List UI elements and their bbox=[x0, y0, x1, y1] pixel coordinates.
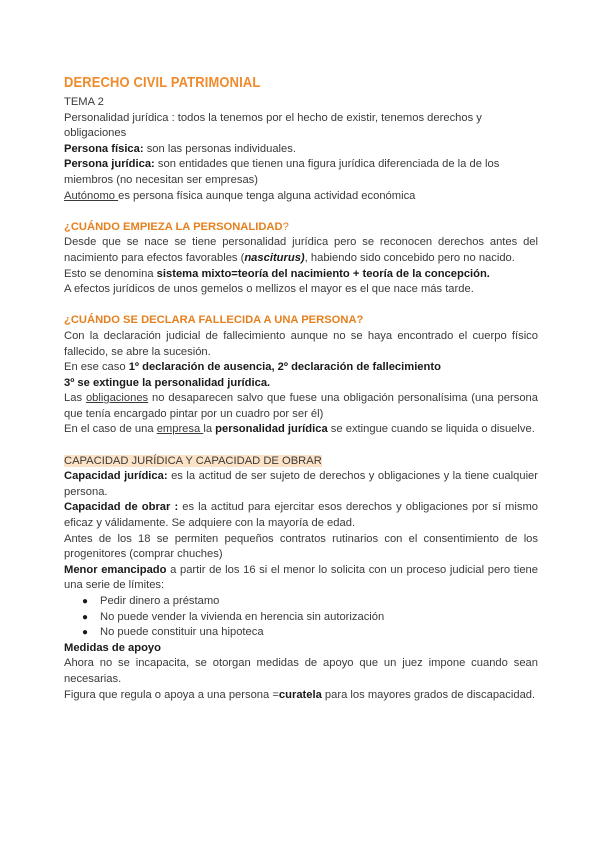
section-heading-personalidad bbox=[64, 220, 538, 236]
autonomo-word: Autónomo bbox=[64, 189, 119, 202]
document-page bbox=[64, 74, 538, 703]
persona-juridica-text: son entidades que tienen una figura jurídica diferenciada de la de los miembros (no necesitan ser empresas) bbox=[64, 158, 500, 186]
declaracion-judicial-paragraph: Con la declaración judicial de fallecimiento aunque no se haya encontrado el cuerpo físico fallecido, se abre la sucesión. bbox=[64, 329, 538, 358]
curatela-term: curatela bbox=[278, 688, 322, 701]
section-heading-fallecida: ¿CUÁNDO SE DECLARA FALLECIDA A UNA PERSONA? bbox=[64, 314, 364, 327]
list-item-text: No puede constituir una hipoteca bbox=[100, 626, 264, 639]
empresa-paragraph bbox=[64, 422, 538, 438]
personalidad-definition: Personalidad jurídica : todos la tenemos por el hecho de existir, tenemos derechos y obligaciones bbox=[64, 111, 482, 140]
capacidad-obrar-label: Capacidad de obrar : bbox=[64, 501, 179, 514]
autonomo-text: es persona física aunque tenga alguna actividad económica bbox=[118, 189, 416, 202]
declaracion-steps-paragraph bbox=[64, 360, 538, 376]
obligaciones-paragraph bbox=[64, 391, 538, 422]
empresa-text-e: se extingue cuando se liquida o disuelve. bbox=[327, 423, 535, 436]
section-heading-personalidad-text: ¿CUÁNDO EMPIEZA LA PERSONALIDAD bbox=[64, 220, 283, 233]
curatela-paragraph bbox=[64, 688, 538, 704]
nasciturus-text-c: , habiendo sido concebido pero no nacido. bbox=[304, 251, 515, 264]
obligaciones-text-a: Las bbox=[64, 392, 86, 405]
empresa-word: empresa bbox=[156, 423, 204, 436]
medidas-apoyo-label: Medidas de apoyo bbox=[64, 641, 161, 654]
persona-fisica-text: son las personas individuales. bbox=[143, 142, 296, 155]
obligaciones-word: obligaciones bbox=[85, 392, 149, 405]
list-item bbox=[64, 594, 538, 610]
persona-juridica-paragraph bbox=[64, 157, 538, 188]
bullet-icon: ● bbox=[82, 627, 89, 639]
menor-emancipado-label: Menor emancipado bbox=[64, 563, 167, 576]
gemelos-paragraph: A efectos jurídicos de unos gemelos o mellizos el mayor es el que nace más tarde. bbox=[64, 283, 474, 296]
list-item-text: Pedir dinero a préstamo bbox=[100, 595, 220, 607]
extingue-paragraph bbox=[64, 376, 538, 392]
capacidad-juridica-label: Capacidad jurídica: bbox=[64, 470, 168, 483]
medidas-apoyo-paragraph: Ahora no se incapacita, se otorgan medidas de apoyo que un juez impone cuando sean necesarias. bbox=[64, 657, 538, 685]
nasciturus-text-a: Desde que se nace se tiene personalidad jurídica pero se reconocen derechos antes del nacimiento para efectos favorables ( bbox=[64, 236, 538, 264]
curatela-text-a: Figura que regula o apoya a una persona = bbox=[64, 688, 279, 701]
tema-label: TEMA 2 bbox=[64, 96, 104, 108]
declaracion-steps-text-a: En ese caso bbox=[64, 361, 129, 374]
sistema-mixto-paragraph bbox=[64, 267, 538, 283]
section-heading-capacidad-text: CAPACIDAD JURÍDICA Y CAPACIDAD DE OBRAR bbox=[64, 454, 322, 467]
capacidad-juridica-paragraph bbox=[64, 469, 538, 500]
menor-emancipado-paragraph bbox=[64, 563, 538, 594]
document-title: DERECHO CIVIL PATRIMONIAL bbox=[64, 74, 261, 91]
nasciturus-paragraph bbox=[64, 235, 538, 266]
section-heading-personalidad-q: ? bbox=[282, 220, 289, 233]
empresa-text-a: En el caso de una bbox=[64, 423, 157, 436]
list-item-text: No puede vender la vivienda en herencia sin autorización bbox=[100, 610, 385, 623]
persona-juridica-label: Persona jurídica: bbox=[64, 158, 155, 171]
menor-emancipado-text: a partir de los 16 si el menor lo solicita con un proceso judicial pero tiene una serie de límites: bbox=[64, 563, 539, 592]
list-item bbox=[64, 610, 538, 626]
medidas-apoyo-heading bbox=[64, 641, 538, 657]
section-heading-capacidad bbox=[64, 454, 538, 470]
obligaciones-text-c: no desaparecen salvo que fuese una obligación personalísima (una persona que tenía encargado pintar por un cuadro por ser él) bbox=[64, 392, 538, 420]
curatela-text-c: para los mayores grados de discapacidad. bbox=[321, 688, 536, 701]
extingue-bold: 3º se extingue la personalidad jurídica. bbox=[64, 376, 271, 389]
declaracion-steps-bold: 1º declaración de ausencia, 2º declaración de fallecimiento bbox=[128, 361, 441, 374]
sistema-mixto-term: sistema mixto=teoría del nacimiento + teoría de la concepción. bbox=[156, 267, 490, 280]
capacidad-obrar-text: es la actitud para ejercitar esos derechos y obligaciones por sí mismo eficaz y válidamente. Se adquiere con la mayoría de edad. bbox=[64, 501, 538, 530]
nasciturus-term: nasciturus) bbox=[244, 251, 305, 264]
persona-fisica-paragraph bbox=[64, 142, 538, 158]
bullet-icon: ● bbox=[82, 596, 89, 607]
persona-fisica-label: Persona física: bbox=[64, 142, 144, 155]
bullet-icon: ● bbox=[82, 611, 89, 623]
capacidad-juridica-text: es la actitud de ser sujeto de derechos y obligaciones y la tiene cualquier persona. bbox=[64, 470, 539, 498]
autonomo-paragraph bbox=[64, 189, 538, 205]
sistema-mixto-text-a: Esto se denomina bbox=[64, 267, 157, 280]
antes-18-paragraph: Antes de los 18 se permiten pequeños contratos rutinarios con el consentimiento de los progenitores (comprar chuches) bbox=[64, 532, 538, 561]
list-item bbox=[64, 625, 538, 641]
empresa-text-c: la bbox=[203, 423, 216, 436]
empresa-personalidad-term: personalidad jurídica bbox=[215, 423, 328, 436]
capacidad-obrar-paragraph bbox=[64, 500, 538, 531]
limites-list bbox=[64, 594, 538, 641]
